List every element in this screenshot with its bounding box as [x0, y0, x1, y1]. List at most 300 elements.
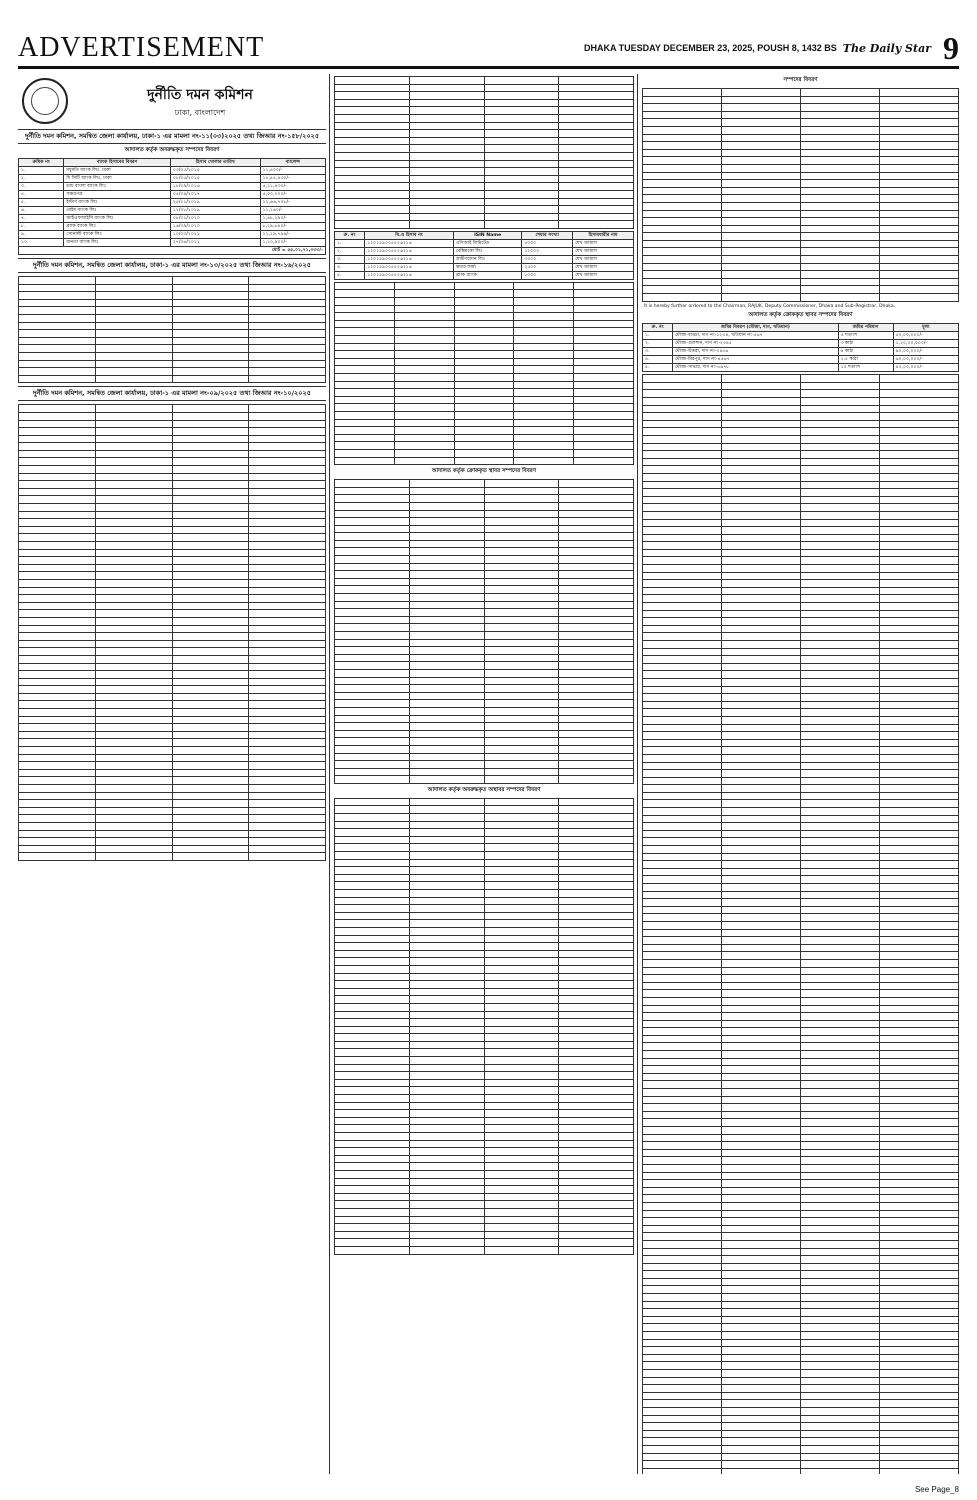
table-cell — [409, 776, 484, 784]
table-cell — [880, 119, 959, 127]
table-cell — [19, 352, 96, 360]
table-cell — [19, 595, 96, 603]
table-row — [335, 1186, 634, 1194]
table-cell — [484, 730, 559, 738]
table-cell — [484, 768, 559, 776]
table-cell — [484, 1110, 559, 1118]
table-row — [335, 389, 634, 397]
table-cell: ২. — [19, 175, 64, 183]
table-cell — [484, 198, 559, 206]
table-cell — [484, 647, 559, 655]
table-cell — [559, 844, 634, 852]
table-cell — [484, 77, 559, 85]
table-cell — [19, 412, 96, 420]
table-cell — [172, 800, 249, 808]
table-cell — [335, 1003, 410, 1011]
table-cell — [801, 1051, 880, 1059]
table-cell — [880, 716, 959, 724]
table-row — [335, 1095, 634, 1103]
table-row — [19, 800, 326, 808]
table-cell — [514, 389, 574, 397]
table-cell — [335, 175, 410, 183]
table-cell — [454, 282, 514, 290]
table-cell — [249, 314, 326, 322]
table-cell — [484, 175, 559, 183]
table-cell — [559, 1208, 634, 1216]
table-row — [643, 1210, 959, 1218]
table-cell — [249, 345, 326, 353]
table-cell — [801, 549, 880, 557]
table-cell — [335, 662, 410, 670]
table-cell — [801, 202, 880, 210]
table-row — [643, 1180, 959, 1188]
table-cell — [801, 633, 880, 641]
table-row — [643, 580, 959, 588]
table-cell — [880, 1430, 959, 1438]
column-rule — [329, 74, 330, 1474]
table-cell — [172, 595, 249, 603]
table-row — [643, 1081, 959, 1089]
table-cell — [409, 647, 484, 655]
table-cell — [722, 1127, 801, 1135]
table-row — [643, 466, 959, 474]
table-cell — [95, 731, 172, 739]
table-cell — [409, 677, 484, 685]
table-row — [335, 540, 634, 548]
table-cell — [19, 709, 96, 717]
table-row — [335, 190, 634, 198]
table-cell — [559, 912, 634, 920]
table-cell — [722, 202, 801, 210]
table-cell — [801, 534, 880, 542]
table-cell — [335, 525, 410, 533]
table-row — [335, 358, 634, 366]
table-cell — [335, 1049, 410, 1057]
table-cell — [643, 618, 722, 626]
table-row — [335, 958, 634, 966]
table-row — [643, 180, 959, 188]
table-row — [335, 533, 634, 541]
table-row — [643, 762, 959, 770]
table-cell — [801, 278, 880, 286]
table-cell — [335, 1208, 410, 1216]
table-cell — [335, 798, 410, 806]
table-cell — [484, 160, 559, 168]
table-cell — [643, 1104, 722, 1112]
table-cell — [801, 420, 880, 428]
table-cell — [559, 594, 634, 602]
table-row — [335, 897, 634, 905]
table-cell — [880, 1051, 959, 1059]
table-cell — [172, 299, 249, 307]
table-cell — [484, 677, 559, 685]
table-cell — [722, 504, 801, 512]
table-cell — [801, 527, 880, 535]
table-cell — [335, 950, 410, 958]
table-row — [19, 277, 326, 285]
table-cell — [880, 1324, 959, 1332]
table-cell — [643, 587, 722, 595]
table-cell — [172, 838, 249, 846]
table-row — [335, 548, 634, 556]
table-cell — [880, 1339, 959, 1347]
table-cell — [409, 927, 484, 935]
table-cell — [172, 511, 249, 519]
table-cell — [95, 375, 172, 383]
table-cell — [722, 1324, 801, 1332]
table-cell — [484, 1246, 559, 1254]
table-cell — [335, 434, 395, 442]
table-cell — [722, 1081, 801, 1089]
table-row — [643, 982, 959, 990]
table-cell — [801, 899, 880, 907]
land-table — [642, 323, 959, 372]
table-row — [643, 572, 959, 580]
table-cell — [801, 671, 880, 679]
table-row — [335, 510, 634, 518]
table-cell — [335, 221, 410, 229]
table-cell — [643, 96, 722, 104]
table-cell — [559, 1193, 634, 1201]
table-row — [335, 1064, 634, 1072]
table-row — [643, 959, 959, 967]
table-cell — [880, 473, 959, 481]
table-cell — [409, 1049, 484, 1057]
table-cell — [484, 1003, 559, 1011]
table-row — [643, 111, 959, 119]
table-cell — [95, 330, 172, 338]
table-cell — [801, 1089, 880, 1097]
table-cell — [484, 1095, 559, 1103]
table-cell — [801, 149, 880, 157]
table-cell — [722, 557, 801, 565]
table-row — [335, 776, 634, 784]
table-cell — [643, 709, 722, 717]
table-cell — [643, 1438, 722, 1446]
table-cell — [95, 785, 172, 793]
table-row — [643, 534, 959, 542]
table-cell — [95, 655, 172, 663]
seal-icon — [22, 78, 68, 124]
table-cell — [801, 218, 880, 226]
table-row — [335, 950, 634, 958]
table-cell — [643, 762, 722, 770]
table-cell — [19, 557, 96, 565]
table-row — [335, 366, 634, 374]
table-cell — [574, 427, 634, 435]
masthead-right — [584, 30, 959, 66]
table-cell — [249, 807, 326, 815]
table-row — [643, 356, 959, 364]
table-cell — [880, 1081, 959, 1089]
table-cell — [172, 602, 249, 610]
table-cell — [722, 286, 801, 294]
table-row — [643, 1164, 959, 1172]
table-cell — [454, 305, 514, 313]
table-cell — [722, 1286, 801, 1294]
table-cell: ৫. — [19, 199, 64, 207]
table-cell — [643, 180, 722, 188]
table-cell — [722, 625, 801, 633]
table-cell — [172, 587, 249, 595]
table-row — [643, 1225, 959, 1233]
table-row — [335, 965, 634, 973]
table-row — [335, 1239, 634, 1247]
table-row — [335, 480, 634, 488]
table-cell — [95, 322, 172, 330]
table-cell — [722, 1400, 801, 1408]
table-cell — [801, 868, 880, 876]
table-cell — [249, 496, 326, 504]
table-cell — [335, 814, 410, 822]
table-cell: ২২,২৯,৭৯৯/- — [260, 231, 325, 239]
table-cell — [801, 937, 880, 945]
table-cell — [172, 701, 249, 709]
table-cell — [722, 1332, 801, 1340]
table-cell — [643, 1286, 722, 1294]
table-cell — [172, 345, 249, 353]
table-cell: ১৬/০৯/২০২০ — [170, 223, 260, 231]
table-row — [643, 944, 959, 952]
table-cell — [19, 671, 96, 679]
table-row — [643, 1362, 959, 1370]
table-cell — [643, 1423, 722, 1431]
table-cell — [880, 458, 959, 466]
table-row — [19, 853, 326, 861]
table-cell — [172, 617, 249, 625]
table-cell — [880, 937, 959, 945]
table-cell — [643, 1028, 722, 1036]
table-cell — [559, 114, 634, 122]
table-cell — [801, 906, 880, 914]
table-cell — [722, 1271, 801, 1279]
table-cell — [722, 739, 801, 747]
table-cell — [643, 770, 722, 778]
table-cell — [880, 663, 959, 671]
table-cell — [514, 328, 574, 336]
table-cell — [394, 449, 454, 457]
table-cell — [801, 382, 880, 390]
table-row — [19, 428, 326, 436]
table-cell — [19, 769, 96, 777]
table-cell — [559, 1110, 634, 1118]
table-header: মূল্য — [893, 324, 958, 332]
table-cell — [95, 595, 172, 603]
table-cell — [409, 700, 484, 708]
table-cell — [880, 1172, 959, 1180]
table-cell — [484, 1087, 559, 1095]
table-cell — [559, 798, 634, 806]
table-cell — [335, 99, 410, 107]
table-cell — [335, 905, 410, 913]
table-cell — [643, 846, 722, 854]
table-cell — [409, 525, 484, 533]
asset-table-5 — [334, 282, 634, 465]
table-row — [643, 1127, 959, 1135]
table-cell — [643, 1370, 722, 1378]
table-cell — [335, 1246, 410, 1254]
table-cell — [335, 290, 395, 298]
table-row — [643, 271, 959, 279]
table-row — [335, 1178, 634, 1186]
table-cell — [172, 762, 249, 770]
table-cell — [172, 557, 249, 565]
table-cell: ইস্টার্ণ ব্যাংক লিঃ — [64, 199, 171, 207]
org-name: দুর্নীতি দমন কমিশন — [147, 86, 253, 103]
table-cell — [880, 1445, 959, 1453]
table-cell — [880, 1180, 959, 1188]
table-cell — [801, 1385, 880, 1393]
table-cell — [574, 298, 634, 306]
table-cell — [409, 1087, 484, 1095]
table-row — [643, 149, 959, 157]
table-cell — [172, 352, 249, 360]
table-cell — [249, 595, 326, 603]
table-cell — [643, 959, 722, 967]
table-cell — [559, 761, 634, 769]
table-cell — [722, 1438, 801, 1446]
table-cell — [801, 1263, 880, 1271]
table-row — [643, 164, 959, 172]
table-cell: ৯. — [19, 231, 64, 239]
table-cell — [559, 1125, 634, 1133]
table-cell — [409, 198, 484, 206]
table-cell — [172, 853, 249, 861]
table-cell — [801, 921, 880, 929]
table-cell — [643, 572, 722, 580]
table-cell — [559, 700, 634, 708]
table-cell — [880, 187, 959, 195]
table-cell — [335, 1087, 410, 1095]
table-cell — [19, 322, 96, 330]
table-cell — [172, 754, 249, 762]
table-cell — [643, 1013, 722, 1021]
notice-title-3: দুর্নীতি দমন কমিশন, সমন্বিত জেলা কার্যালয়, ঢাকা-১ এর মামলা নং-০৯/২০২৫ তথ্য জিআর নং-১০/২০২৫ — [18, 386, 326, 401]
subhead: আদালত কর্তৃক ক্রোককৃত স্থাবর সম্পদের বিবরণ — [748, 312, 853, 319]
table-cell — [643, 119, 722, 127]
table-cell — [394, 374, 454, 382]
table-cell — [484, 814, 559, 822]
table-cell — [880, 739, 959, 747]
table-cell — [454, 366, 514, 374]
table-cell — [409, 662, 484, 670]
table-cell: মধুমতি ব্যাংক লিঃ, ঢাকা — [64, 167, 171, 175]
table-row — [19, 640, 326, 648]
table-cell — [484, 685, 559, 693]
table-cell — [409, 852, 484, 860]
table-cell — [722, 830, 801, 838]
table-cell — [484, 502, 559, 510]
table-cell — [880, 1225, 959, 1233]
table-cell: ১৮/০৯/২০১৬ — [170, 183, 260, 191]
table-cell — [722, 754, 801, 762]
table-cell — [514, 343, 574, 351]
table-cell — [559, 1041, 634, 1049]
table-cell — [880, 701, 959, 709]
table-cell — [249, 277, 326, 285]
table-cell — [643, 625, 722, 633]
table-cell — [409, 867, 484, 875]
table-cell — [643, 899, 722, 907]
table-cell — [880, 202, 959, 210]
table-row — [643, 610, 959, 618]
table-cell — [249, 549, 326, 557]
table-cell — [643, 633, 722, 641]
table-row — [19, 815, 326, 823]
table-cell — [409, 814, 484, 822]
table-row — [335, 99, 634, 107]
table-cell — [880, 240, 959, 248]
table-row — [335, 130, 634, 138]
table-cell — [484, 1041, 559, 1049]
table-row — [643, 195, 959, 203]
share-table — [334, 231, 634, 280]
table-cell — [722, 278, 801, 286]
table-cell — [559, 1057, 634, 1065]
table-cell — [95, 277, 172, 285]
table-row — [643, 565, 959, 573]
table-cell — [643, 792, 722, 800]
table-row — [643, 1218, 959, 1226]
table-row — [19, 526, 326, 534]
table-cell — [880, 906, 959, 914]
table-cell — [514, 396, 574, 404]
table-cell — [643, 542, 722, 550]
table-row — [643, 656, 959, 664]
table-row — [335, 677, 634, 685]
table-cell — [335, 487, 410, 495]
table-cell — [484, 1049, 559, 1057]
table-cell — [722, 263, 801, 271]
table-cell — [801, 739, 880, 747]
table-cell — [514, 313, 574, 321]
table-cell — [722, 595, 801, 603]
table-row — [335, 449, 634, 457]
table-row — [335, 396, 634, 404]
masthead — [18, 30, 959, 69]
table-cell — [880, 808, 959, 816]
table-cell — [722, 1453, 801, 1461]
table-cell — [335, 198, 410, 206]
table-cell — [722, 511, 801, 519]
table-row — [643, 808, 959, 816]
table-cell — [801, 1332, 880, 1340]
table-cell — [409, 1186, 484, 1194]
table-row — [335, 263, 634, 271]
table-cell — [95, 337, 172, 345]
table-cell — [335, 168, 410, 176]
table-cell — [409, 1095, 484, 1103]
table-row — [19, 792, 326, 800]
table-cell — [409, 920, 484, 928]
table-cell — [722, 496, 801, 504]
table-cell — [880, 1392, 959, 1400]
table-cell — [643, 256, 722, 264]
table-row — [335, 198, 634, 206]
table-cell — [335, 753, 410, 761]
table-cell — [880, 1096, 959, 1104]
table-cell — [335, 343, 395, 351]
table-cell — [722, 443, 801, 451]
table-cell — [801, 473, 880, 481]
table-cell — [249, 724, 326, 732]
table-row — [19, 481, 326, 489]
table-cell: ৬০,০০,০০০/- — [893, 356, 958, 364]
table-cell — [484, 950, 559, 958]
table-cell — [643, 1081, 722, 1089]
table-row — [643, 1005, 959, 1013]
table-row — [643, 823, 959, 831]
